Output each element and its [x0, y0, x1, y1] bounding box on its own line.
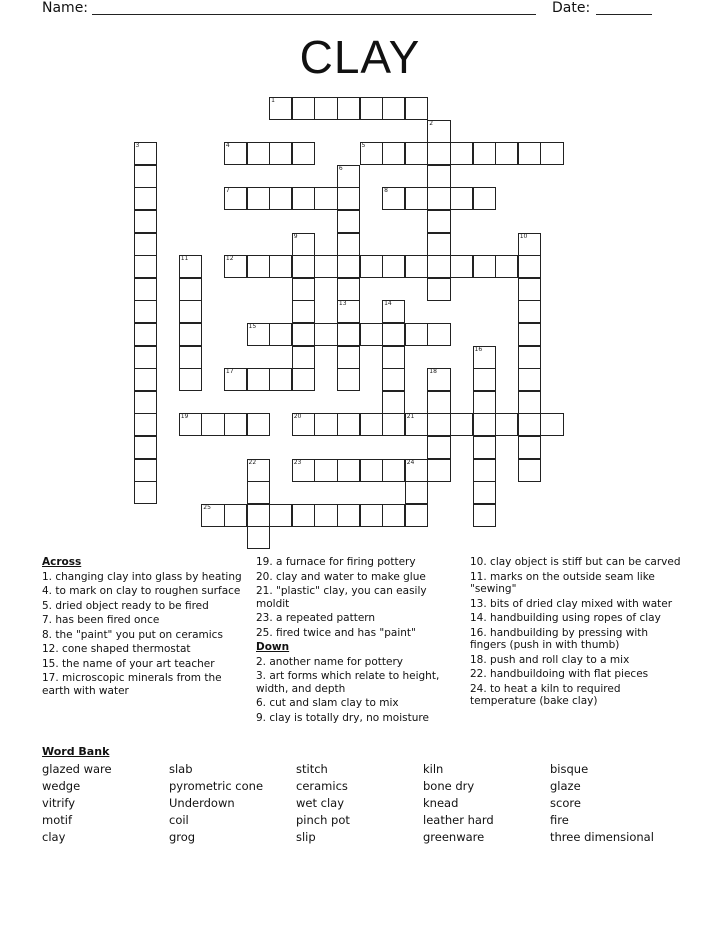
grid-cell[interactable] [247, 526, 270, 549]
grid-cell[interactable] [473, 504, 496, 527]
clue-down-16: 16. handbuilding by pressing with fingers (push in with thumb) [470, 626, 649, 651]
grid-cell[interactable] [247, 413, 270, 436]
grid-cell[interactable] [134, 255, 157, 278]
grid-cell[interactable] [360, 97, 383, 120]
grid-cell[interactable] [450, 255, 473, 278]
clue-number: 5 [361, 142, 366, 150]
grid-cell[interactable] [134, 300, 157, 323]
grid-cell[interactable] [495, 413, 518, 436]
grid-cell[interactable] [473, 346, 496, 369]
grid-cell[interactable] [473, 436, 496, 459]
grid-cell[interactable] [134, 233, 157, 256]
clue-across-7: 7. has been fired once [42, 614, 160, 626]
grid-cell[interactable] [337, 413, 360, 436]
grid-cell[interactable] [179, 413, 202, 436]
grid-cell[interactable] [518, 278, 541, 301]
clue-down-10: 10. clay object is stiff but can be carved [470, 556, 681, 568]
grid-cell[interactable] [292, 278, 315, 301]
grid-cell[interactable] [518, 391, 541, 414]
grid-cell[interactable] [518, 233, 541, 256]
grid-cell[interactable] [382, 187, 405, 210]
clue-number: 4 [225, 142, 230, 150]
word-bank-item: fire [550, 813, 569, 827]
grid-cell[interactable] [292, 255, 315, 278]
grid-cell[interactable] [337, 346, 360, 369]
grid-cell[interactable] [179, 323, 202, 346]
name-label: Name: [42, 0, 89, 16]
grid-cell[interactable] [382, 300, 405, 323]
grid-cell[interactable] [247, 368, 270, 391]
word-bank-item: score [550, 796, 581, 810]
word-bank-item: leather hard [423, 813, 494, 827]
clue-across-19: 19. a furnace for firing pottery [256, 556, 416, 568]
clue-down-14: 14. handbuilding using ropes of clay [470, 612, 661, 624]
grid-cell[interactable] [269, 187, 292, 210]
clue-number: 19 [180, 413, 189, 421]
grid-cell[interactable] [134, 413, 157, 436]
grid-cell[interactable] [292, 413, 315, 436]
clue-across-15: 15. the name of your art teacher [42, 657, 215, 670]
grid-cell[interactable] [405, 413, 428, 436]
word-bank-item: glazed ware [42, 762, 112, 776]
grid-cell[interactable] [337, 323, 360, 346]
grid-cell[interactable] [314, 504, 337, 527]
grid-cell[interactable] [450, 142, 473, 165]
grid-cell[interactable] [247, 255, 270, 278]
grid-cell[interactable] [201, 504, 224, 527]
page-title: CLAY [299, 31, 421, 83]
grid-cell[interactable] [473, 368, 496, 391]
word-bank-item: Underdown [169, 796, 235, 810]
grid-cell[interactable] [134, 481, 157, 504]
clue-number: 7 [225, 187, 230, 195]
grid-cell[interactable] [518, 346, 541, 369]
word-bank-item: pyrometric cone [169, 779, 264, 793]
clue-across-25: 25. fired twice and has "paint" [256, 626, 416, 639]
grid-cell[interactable] [360, 504, 383, 527]
grid-cell[interactable] [269, 323, 292, 346]
grid-cell[interactable] [518, 142, 541, 165]
grid-cell[interactable] [224, 255, 247, 278]
clue-number: 20 [293, 413, 302, 421]
grid-cell[interactable] [134, 459, 157, 482]
grid-cell[interactable] [473, 413, 496, 436]
clue-down-13: 13. bits of dried clay mixed with water [470, 597, 673, 610]
grid-cell[interactable] [134, 391, 157, 414]
grid-cell[interactable] [292, 187, 315, 210]
grid-cell[interactable] [360, 413, 383, 436]
clue-down-18: 18. push and roll clay to a mix [470, 653, 630, 666]
clue-number: 1 [271, 97, 275, 104]
grid-cell[interactable] [337, 210, 360, 233]
grid-cell[interactable] [540, 142, 563, 165]
grid-cell[interactable] [427, 120, 450, 143]
clue-number: 15 [248, 323, 257, 330]
grid-cell[interactable] [224, 413, 247, 436]
clue-number: 18 [429, 368, 437, 376]
grid-cell[interactable] [314, 187, 337, 210]
clue-number: 23 [293, 458, 302, 466]
grid-cell[interactable] [382, 413, 405, 436]
grid-cell[interactable] [473, 142, 496, 165]
grid-cell[interactable] [134, 210, 157, 233]
clue-number: 16 [474, 345, 483, 353]
word-bank-item: bisque [550, 762, 589, 776]
grid-cell[interactable] [405, 142, 428, 165]
clues-column-2 [256, 556, 456, 726]
word-bank-item: kiln [423, 762, 444, 776]
grid-cell[interactable] [427, 187, 450, 210]
clue-number: 21 [406, 413, 415, 421]
grid-cell[interactable] [179, 300, 202, 323]
grid-cell[interactable] [224, 368, 247, 391]
clue-down-3: 3. art forms which relate to height, width, and depth [256, 670, 440, 695]
grid-cell[interactable] [518, 300, 541, 323]
grid-cell[interactable] [337, 368, 360, 391]
grid-cell[interactable] [427, 255, 450, 278]
grid-cell[interactable] [337, 233, 360, 256]
word-bank-item: bone dry [423, 779, 475, 793]
grid-cell[interactable] [337, 459, 360, 482]
grid-cell[interactable] [247, 504, 270, 527]
grid-cell[interactable] [518, 413, 541, 436]
grid-cell[interactable] [292, 323, 315, 346]
grid-cell[interactable] [382, 323, 405, 346]
grid-cell[interactable] [382, 346, 405, 369]
clue-number: 17 [225, 368, 234, 376]
grid-cell[interactable] [427, 368, 450, 391]
clue-across-4: 4. to mark on clay to roughen surface [42, 585, 241, 597]
word-bank-item: knead [423, 796, 459, 810]
grid-cell[interactable] [405, 481, 428, 504]
clue-number: 6 [338, 164, 343, 172]
grid-cell[interactable] [269, 368, 292, 391]
grid-cell[interactable] [134, 368, 157, 391]
clues-column-1 [42, 556, 242, 699]
clue-across-12: 12. cone shaped thermostat [42, 643, 191, 655]
word-bank-item: clay [42, 830, 66, 844]
clue-down-9: 9. clay is totally dry, no moisture [256, 711, 429, 724]
grid-cell[interactable] [405, 323, 428, 346]
grid-cell[interactable] [179, 368, 202, 391]
grid-cell[interactable] [382, 459, 405, 482]
grid-cell[interactable] [247, 323, 270, 346]
grid-cell[interactable] [337, 187, 360, 210]
grid-cell[interactable] [405, 504, 428, 527]
clue-number: 13 [338, 300, 347, 308]
word-bank-item: three dimensional [550, 830, 654, 844]
grid-cell[interactable] [314, 255, 337, 278]
word-bank-item: glaze [550, 779, 581, 793]
grid-cell[interactable] [179, 346, 202, 369]
grid-cell[interactable] [292, 97, 315, 120]
grid-cell[interactable] [495, 255, 518, 278]
grid-cell[interactable] [179, 255, 202, 278]
clue-number: 14 [384, 300, 392, 308]
word-bank-item: wedge [42, 779, 81, 793]
clues-column-3 [470, 556, 685, 710]
grid-cell[interactable] [314, 413, 337, 436]
grid-cell[interactable] [495, 142, 518, 165]
grid-cell[interactable] [518, 255, 541, 278]
grid-cell[interactable] [518, 368, 541, 391]
grid-cell[interactable] [134, 278, 157, 301]
word-bank-item: vitrify [42, 796, 76, 810]
grid-cell[interactable] [269, 142, 292, 165]
grid-cell[interactable] [337, 97, 360, 120]
clue-number: 25 [203, 503, 211, 511]
grid-cell[interactable] [337, 165, 360, 188]
grid-cell[interactable] [382, 368, 405, 391]
grid-cell[interactable] [405, 97, 428, 120]
grid-cell[interactable] [427, 413, 450, 436]
grid-cell[interactable] [427, 436, 450, 459]
clue-down-11: 11. marks on the outside seam like "sewing" [470, 570, 655, 595]
grid-cell[interactable] [337, 504, 360, 527]
grid-cell[interactable] [427, 459, 450, 482]
grid-cell[interactable] [337, 300, 360, 323]
clue-across-23: 23. a repeated pattern [256, 612, 376, 624]
clue-number: 12 [225, 255, 234, 263]
clue-across-20: 20. clay and water to make glue [256, 570, 426, 583]
word-bank-item: greenware [423, 830, 485, 844]
word-bank-item: motif [42, 813, 72, 827]
clue-down-2: 2. another name for pottery [256, 655, 403, 668]
grid-cell[interactable] [134, 346, 157, 369]
grid-cell[interactable] [360, 323, 383, 346]
grid-cell[interactable] [427, 323, 450, 346]
grid-cell[interactable] [314, 459, 337, 482]
grid-cell[interactable] [134, 187, 157, 210]
grid-cell[interactable] [382, 97, 405, 120]
grid-cell[interactable] [405, 459, 428, 482]
grid-cell[interactable] [292, 300, 315, 323]
grid-cell[interactable] [247, 142, 270, 165]
grid-cell[interactable] [450, 413, 473, 436]
clue-number: 10 [519, 232, 528, 240]
grid-cell[interactable] [269, 97, 292, 120]
grid-cell[interactable] [427, 165, 450, 188]
grid-cell[interactable] [450, 187, 473, 210]
grid-cell[interactable] [360, 255, 383, 278]
grid-cell[interactable] [247, 481, 270, 504]
clue-down-24: 24. to heat a kiln to required temperature (bake clay) [470, 682, 621, 707]
grid-cell[interactable] [247, 459, 270, 482]
grid-cell[interactable] [427, 210, 450, 233]
word-bank-item: stitch [296, 762, 328, 776]
grid-cell[interactable] [292, 459, 315, 482]
grid-cell[interactable] [473, 187, 496, 210]
grid-cell[interactable] [224, 142, 247, 165]
grid-cell[interactable] [427, 391, 450, 414]
clue-number: 9 [293, 232, 298, 240]
across-heading: Across [42, 556, 82, 568]
word-bank-item: wet clay [296, 796, 345, 810]
grid-cell[interactable] [427, 233, 450, 256]
grid-cell[interactable] [134, 142, 157, 165]
grid-cell[interactable] [134, 436, 157, 459]
grid-cell[interactable] [540, 413, 563, 436]
clue-number: 3 [135, 142, 140, 150]
grid-cell[interactable] [518, 459, 541, 482]
grid-cell[interactable] [224, 504, 247, 527]
grid-cell[interactable] [473, 481, 496, 504]
word-bank-item: ceramics [296, 779, 348, 793]
clue-number: 2 [429, 119, 434, 127]
word-bank-item: coil [169, 813, 189, 827]
word-bank-item: slab [169, 762, 193, 776]
word-bank-item: pinch pot [296, 813, 350, 827]
clue-down-6: 6. cut and slam clay to mix [256, 697, 399, 709]
grid-cell[interactable] [134, 323, 157, 346]
grid-cell[interactable] [292, 346, 315, 369]
grid-cell[interactable] [179, 278, 202, 301]
grid-cell[interactable] [382, 391, 405, 414]
clue-down-22: 22. handbuildoing with flat pieces [470, 668, 649, 680]
grid-cell[interactable] [337, 278, 360, 301]
grid-cell[interactable] [382, 255, 405, 278]
grid-cell[interactable] [473, 255, 496, 278]
grid-cell[interactable] [518, 436, 541, 459]
grid-cell[interactable] [382, 504, 405, 527]
grid-cell[interactable] [337, 255, 360, 278]
grid-cell[interactable] [269, 255, 292, 278]
grid-cell[interactable] [314, 97, 337, 120]
grid-cell[interactable] [360, 142, 383, 165]
grid-cell[interactable] [292, 233, 315, 256]
word-bank-item: slip [296, 830, 316, 844]
grid-cell[interactable] [473, 391, 496, 414]
grid-cell[interactable] [269, 504, 292, 527]
clue-number: 11 [180, 255, 189, 263]
grid-cell[interactable] [405, 255, 428, 278]
clue-across-17: 17. microscopic minerals from the earth with water [42, 672, 222, 697]
clue-across-1: 1. changing clay into glass by heating [42, 570, 242, 583]
grid-cell[interactable] [292, 504, 315, 527]
word-bank-item: grog [169, 830, 196, 844]
date-label: Date: [552, 0, 591, 16]
grid-cell[interactable] [382, 142, 405, 165]
clue-number: 24 [406, 458, 415, 466]
grid-cell[interactable] [201, 413, 224, 436]
grid-cell[interactable] [134, 165, 157, 188]
word-bank-title: Word Bank [42, 745, 110, 758]
grid-cell[interactable] [427, 142, 450, 165]
grid-cell[interactable] [314, 323, 337, 346]
grid-cell[interactable] [247, 187, 270, 210]
grid-cell[interactable] [473, 459, 496, 482]
clue-number: 8 [384, 187, 388, 195]
grid-cell[interactable] [224, 187, 247, 210]
grid-cell[interactable] [292, 142, 315, 165]
clue-across-21: 21. "plastic" clay, you can easily moldit [256, 585, 427, 610]
clue-across-8: 8. the "paint" you put on ceramics [42, 628, 223, 641]
grid-cell[interactable] [405, 187, 428, 210]
grid-cell[interactable] [427, 278, 450, 301]
clue-across-5: 5. dried object ready to be fired [42, 599, 209, 612]
grid-cell[interactable] [360, 459, 383, 482]
grid-cell[interactable] [292, 368, 315, 391]
grid-cell[interactable] [518, 323, 541, 346]
down-heading: Down [256, 641, 290, 653]
clue-number: 22 [248, 458, 257, 466]
